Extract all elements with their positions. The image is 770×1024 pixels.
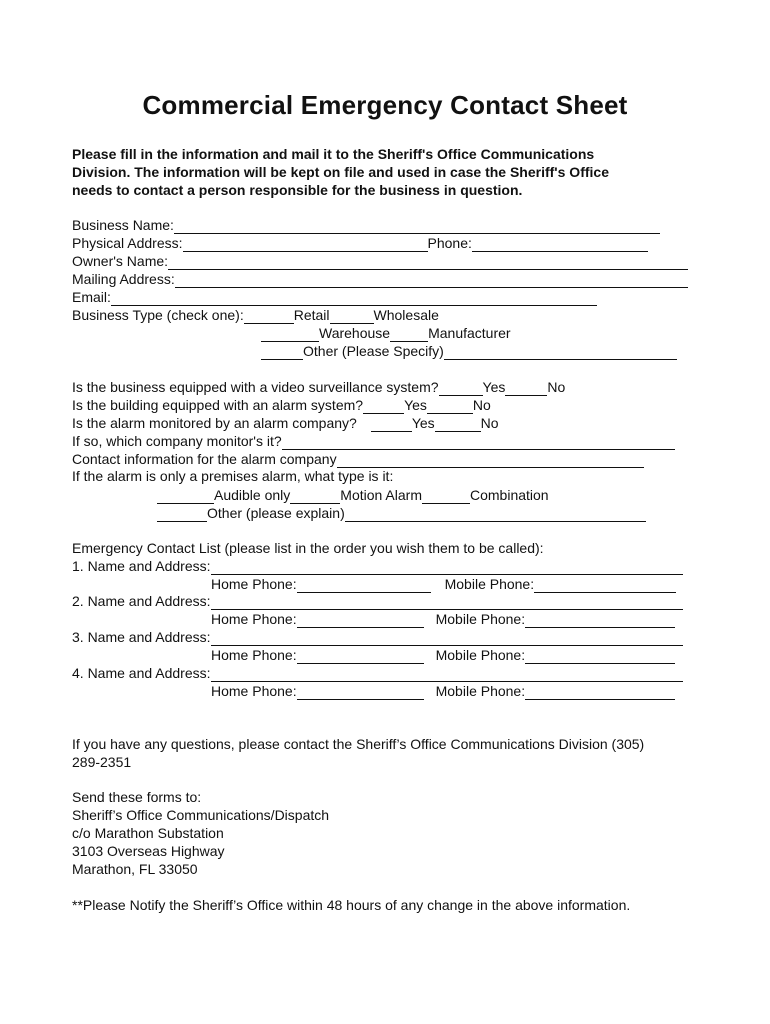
contact-1-mobile-phone-field[interactable] <box>534 578 676 593</box>
video-no-label: No <box>547 379 566 395</box>
intro-line: needs to contact a person responsible for the business in question. <box>72 182 523 198</box>
contact-2-name-field[interactable] <box>211 595 683 610</box>
mobile-phone-label: Mobile Phone: <box>444 576 535 592</box>
owner-name-row <box>72 252 688 270</box>
combination-field[interactable] <box>422 489 470 504</box>
other-checkbox[interactable] <box>261 345 303 360</box>
video-surveillance-question: Is the business equipped with a video surveillance system? <box>72 379 439 395</box>
alarm-yes-label: Yes <box>404 397 427 413</box>
retail-label: Retail <box>293 307 330 323</box>
mailing-address-row <box>72 270 688 288</box>
mobile-phone-label: Mobile Phone: <box>435 611 526 627</box>
mailing-address-field[interactable] <box>175 273 688 288</box>
business-name-label: Business Name: <box>72 217 174 233</box>
video-yes-field[interactable] <box>439 381 483 396</box>
premises-alarm-question: If the alarm is only a premises alarm, what type is it: <box>72 468 394 484</box>
combination-label: Combination <box>469 487 549 503</box>
email-row <box>72 288 597 306</box>
alarm-yes-field[interactable] <box>363 399 404 414</box>
contact-1-name-row <box>72 557 683 575</box>
contact-3-name-field[interactable] <box>211 631 683 646</box>
alarm-other-label: Other (please explain) <box>207 505 345 521</box>
contact-1-home-phone-field[interactable] <box>297 578 431 593</box>
alarm-no-field[interactable] <box>427 399 473 414</box>
questions-phone: 289-2351 <box>72 754 132 770</box>
contact-4-label: 4. Name and Address: <box>72 665 211 681</box>
home-phone-label: Home Phone: <box>211 611 297 627</box>
motion-label: Motion Alarm <box>340 487 422 503</box>
contact-4-name-field[interactable] <box>211 667 683 682</box>
home-phone-label: Home Phone: <box>211 683 297 699</box>
contact-list-header: Emergency Contact List (please list in the order you wish them to be called): <box>72 540 544 556</box>
phone-label: Phone: <box>427 235 472 251</box>
contact-3-phone-row <box>211 646 675 664</box>
contact-2-phone-row <box>211 610 675 628</box>
email-field[interactable] <box>111 291 597 306</box>
alarm-system-row <box>72 396 491 414</box>
video-no-field[interactable] <box>505 381 547 396</box>
alarm-contact-label: Contact information for the alarm company <box>72 451 337 467</box>
mobile-phone-label: Mobile Phone: <box>435 647 526 663</box>
monitored-yes-field[interactable] <box>371 417 412 432</box>
home-phone-label: Home Phone: <box>211 647 297 663</box>
warehouse-checkbox[interactable] <box>261 327 319 342</box>
questions-text <box>72 735 644 771</box>
intro-text <box>72 145 712 199</box>
contact-2-home-phone-field[interactable] <box>297 613 424 628</box>
contact-1-phone-row <box>211 575 676 593</box>
contact-3-label: 3. Name and Address: <box>72 629 211 645</box>
alarm-contact-field[interactable] <box>337 453 644 468</box>
monitored-no-label: No <box>480 415 499 431</box>
retail-checkbox[interactable] <box>244 309 294 324</box>
business-type-row <box>72 306 439 324</box>
monitored-no-field[interactable] <box>435 417 481 432</box>
send-to-line: Marathon, FL 33050 <box>72 861 198 877</box>
physical-address-field[interactable] <box>183 237 428 252</box>
contact-2-name-row <box>72 592 683 610</box>
owner-name-label: Owner's Name: <box>72 253 169 269</box>
alarm-other-explain-field[interactable] <box>345 507 646 522</box>
intro-line: Division. The information will be kept on file and used in case the Sheriff's Office <box>72 164 609 180</box>
alarm-no-label: No <box>472 397 491 413</box>
audible-field[interactable] <box>157 489 214 504</box>
motion-field[interactable] <box>290 489 340 504</box>
alarm-other-field[interactable] <box>157 507 207 522</box>
alarm-monitored-row <box>72 414 499 432</box>
questions-line: If you have any questions, please contact the Sheriff’s Office Communications Division (305) <box>72 736 645 752</box>
home-phone-label: Home Phone: <box>211 576 297 592</box>
manufacturer-checkbox[interactable] <box>390 327 428 342</box>
contact-1-label: 1. Name and Address: <box>72 558 211 574</box>
manufacturer-label: Manufacturer <box>428 325 511 341</box>
monitor-company-field[interactable] <box>282 435 675 450</box>
contact-2-mobile-phone-field[interactable] <box>525 613 675 628</box>
alarm-monitored-question: Is the alarm monitored by an alarm company? <box>72 415 357 431</box>
monitored-yes-label: Yes <box>411 415 435 431</box>
contact-3-home-phone-field[interactable] <box>297 649 424 664</box>
mailing-instructions <box>72 788 329 878</box>
send-to-line: 3103 Overseas Highway <box>72 843 225 859</box>
contact-1-name-field[interactable] <box>211 560 683 575</box>
contact-4-name-row <box>72 664 683 682</box>
page-title: Commercial Emergency Contact Sheet <box>142 90 628 120</box>
physical-address-row <box>72 234 648 252</box>
alarm-other-row <box>157 504 646 522</box>
alarm-type-row <box>157 486 549 504</box>
alarm-contact-row <box>72 450 644 468</box>
notify-notice: **Please Notify the Sheriff’s Office within 48 hours of any change in the above information. <box>72 897 631 913</box>
contact-4-mobile-phone-field[interactable] <box>525 685 675 700</box>
send-to-line: Sheriff’s Office Communications/Dispatch <box>72 807 330 823</box>
contact-3-mobile-phone-field[interactable] <box>525 649 675 664</box>
phone-field[interactable] <box>472 237 648 252</box>
send-to-heading: Send these forms to: <box>72 789 202 805</box>
send-to-line: c/o Marathon Substation <box>72 825 224 841</box>
business-type-label: Business Type (check one): <box>72 307 244 323</box>
email-label: Email: <box>72 289 111 305</box>
business-type-row-3 <box>261 342 677 360</box>
physical-address-label: Physical Address: <box>72 235 183 251</box>
business-name-field[interactable] <box>174 219 660 234</box>
monitor-company-row <box>72 432 675 450</box>
monitor-company-label: If so, which company monitor's it? <box>72 433 282 449</box>
video-surveillance-row <box>72 378 565 396</box>
mailing-address-label: Mailing Address: <box>72 271 175 287</box>
contact-4-phone-row <box>211 682 675 700</box>
alarm-system-question: Is the building equipped with an alarm system? <box>72 397 364 413</box>
intro-line: Please fill in the information and mail it to the Sheriff's Office Communications <box>72 146 595 162</box>
mobile-phone-label: Mobile Phone: <box>435 683 526 699</box>
wholesale-checkbox[interactable] <box>330 309 374 324</box>
contact-2-label: 2. Name and Address: <box>72 593 211 609</box>
contact-3-name-row <box>72 628 683 646</box>
warehouse-label: Warehouse <box>319 325 391 341</box>
other-label: Other (Please Specify) <box>303 343 444 359</box>
business-type-row-2 <box>261 324 511 342</box>
video-yes-label: Yes <box>482 379 506 395</box>
contact-4-home-phone-field[interactable] <box>297 685 424 700</box>
owner-name-field[interactable] <box>168 255 688 270</box>
audible-label: Audible only <box>214 487 291 503</box>
business-name-row <box>72 216 660 234</box>
wholesale-label: Wholesale <box>373 307 439 323</box>
other-specify-field[interactable] <box>444 345 677 360</box>
